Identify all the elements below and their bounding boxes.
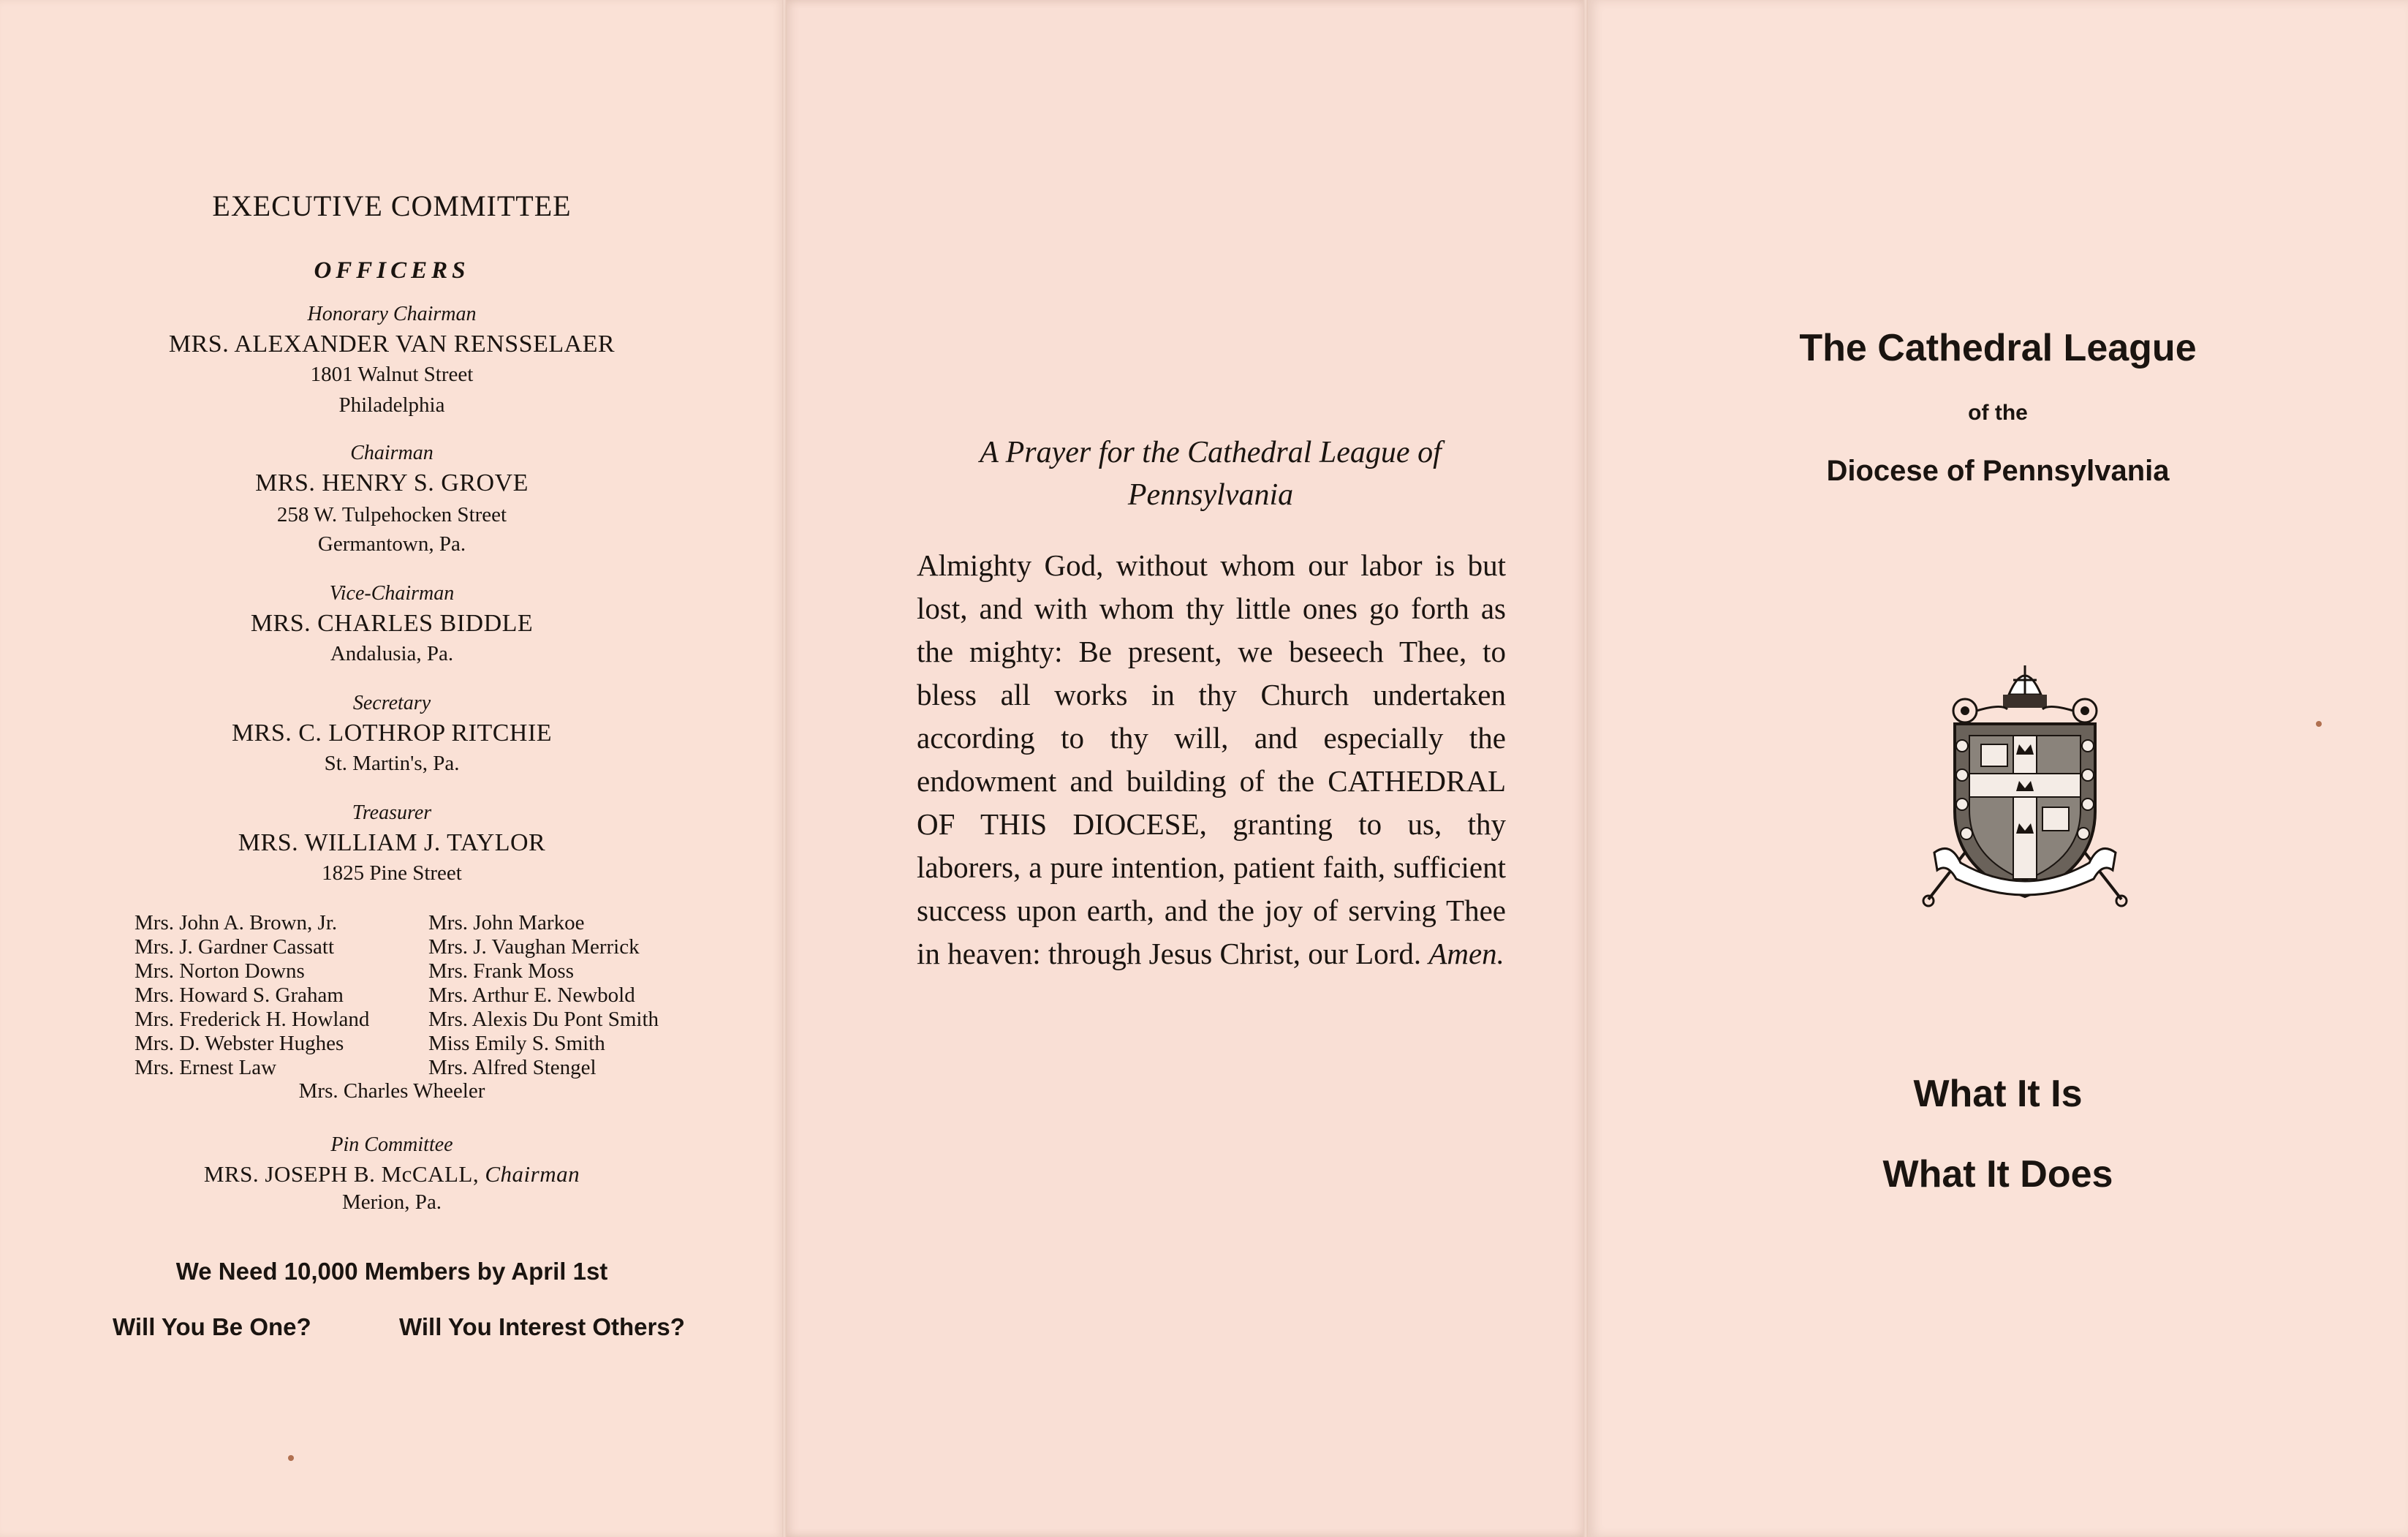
secretary-role: Secretary xyxy=(352,692,431,714)
chairman-name: MRS. HENRY S. GROVE xyxy=(255,469,529,496)
what-it-is: What It Is xyxy=(1913,1073,2083,1115)
league-title: The Cathedral League xyxy=(1799,327,2197,369)
question-interest-others: Will You Interest Others? xyxy=(399,1313,685,1340)
secretary-address1: St. Martin's, Pa. xyxy=(324,752,460,775)
members-column-1 xyxy=(135,911,369,1080)
honorary-chairman-address1: 1801 Walnut Street xyxy=(310,363,474,386)
treasurer-address1: 1825 Pine Street xyxy=(322,861,462,885)
what-it-does: What It Does xyxy=(1882,1153,2113,1196)
honorary-chairman-address2: Philadelphia xyxy=(338,393,445,417)
vice-chairman-address1: Andalusia, Pa. xyxy=(330,642,454,665)
vice-chairman-name: MRS. CHARLES BIDDLE xyxy=(250,610,534,637)
vice-chairman-role: Vice-Chairman xyxy=(329,582,455,605)
member-item: Mrs. Alfred Stengel xyxy=(428,1056,597,1079)
paper-speck xyxy=(288,1455,294,1461)
pin-committee-chairman: Chairman xyxy=(485,1161,580,1187)
honorary-chairman-role: Honorary Chairman xyxy=(307,303,477,325)
chairman-address1: 258 W. Tulpehocken Street xyxy=(276,503,507,526)
member-item: Mrs. J. Vaughan Merrick xyxy=(428,935,640,959)
member-item: Mrs. John A. Brown, Jr. xyxy=(135,911,338,934)
diocese-crest-icon xyxy=(1921,651,2129,914)
member-item: Mrs. Frank Moss xyxy=(428,959,574,983)
chairman-role: Chairman xyxy=(350,442,433,464)
honorary-chairman-name: MRS. ALEXANDER VAN RENSSELAER xyxy=(168,331,616,358)
treasurer-role: Treasurer xyxy=(352,801,432,824)
members-column-2 xyxy=(428,911,659,1080)
member-item: Mrs. Howard S. Graham xyxy=(135,983,344,1007)
member-item: Mrs. John Markoe xyxy=(428,911,585,934)
pin-committee-name-line xyxy=(0,1161,784,1187)
prayer-body xyxy=(917,544,1506,975)
member-item: Mrs. Alexis Du Pont Smith xyxy=(428,1008,659,1031)
member-item-last: Mrs. Charles Wheeler xyxy=(298,1079,485,1103)
pin-committee-address1: Merion, Pa. xyxy=(341,1190,442,1214)
chairman-address2: Germantown, Pa. xyxy=(317,532,466,556)
prayer-title: A Prayer for the Cathedral League of Pennsylvania xyxy=(980,436,1442,512)
diocese-subtitle: Diocese of Pennsylvania xyxy=(1826,455,2170,487)
executive-committee-title: EXECUTIVE COMMITTEE xyxy=(212,189,572,222)
officers-heading: OFFICERS xyxy=(314,257,470,284)
membership-appeal: We Need 10,000 Members by April 1st xyxy=(175,1258,608,1285)
pin-committee-role: Pin Committee xyxy=(330,1133,453,1156)
paper-speck xyxy=(2316,721,2322,727)
member-item: Miss Emily S. Smith xyxy=(428,1032,605,1055)
member-item: Mrs. Norton Downs xyxy=(135,959,305,983)
member-item: Mrs. Arthur E. Newbold xyxy=(428,983,635,1007)
treasurer-name: MRS. WILLIAM J. TAYLOR xyxy=(238,829,546,856)
question-will-you-be-one: Will You Be One? xyxy=(113,1313,311,1340)
prayer-amen: Amen. xyxy=(1428,937,1504,970)
prayer-text: Almighty God, without whom our labor is but lost, and with whom thy little ones go forth as the mighty: Be present, we beseech Thee, to bless all works in thy Church undertaken according to thy will, and especially the endowment and building of the CATHEDRAL OF THIS DIOCESE, granting to us, thy laborers, a pure intention, patient faith, sufficient success upon earth, and the joy of serving Thee in heaven: through Jesus Christ, our Lord. xyxy=(917,548,1506,970)
member-item: Mrs. Ernest Law xyxy=(135,1056,277,1079)
member-item: Mrs. Frederick H. Howland xyxy=(135,1008,370,1031)
member-item: Mrs. J. Gardner Cassatt xyxy=(135,935,335,959)
member-item: Mrs. D. Webster Hughes xyxy=(135,1032,344,1055)
secretary-name: MRS. C. LOTHROP RITCHIE xyxy=(231,720,553,747)
of-the-text: of the xyxy=(1968,401,2028,425)
pin-committee-name: MRS. JOSEPH B. McCALL, xyxy=(203,1161,480,1187)
